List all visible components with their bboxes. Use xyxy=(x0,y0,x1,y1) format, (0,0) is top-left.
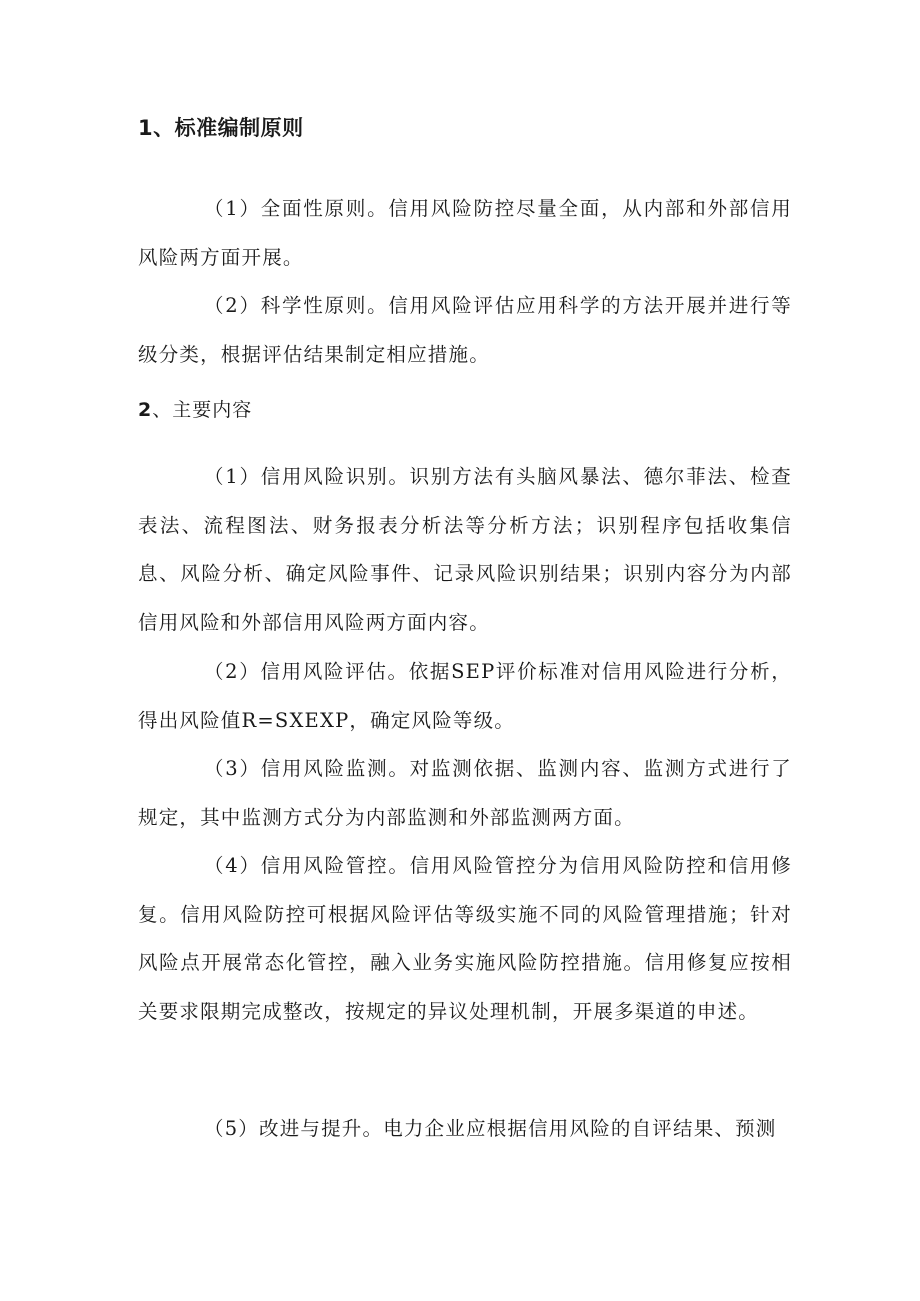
content-risk-monitoring-paragraph: （3）信用风险监测。对监测依据、监测内容、监测方式进行了规定，其中监测方式分为内部监测和外部监测两方面。 xyxy=(138,757,792,829)
section-2-heading-number: 2 xyxy=(138,399,153,421)
content-risk-control-paragraph: （4）信用风险管控。信用风险管控分为信用风险防控和信用修复。信用风险防控可根据风险评估等级实施不同的风险管理措施；针对风险点开展常态化管控，融入业务实施风险防控措施。信用修复应按相关要求限期完成整改，按规定的异议处理机制，开展多渠道的申述。 xyxy=(138,854,792,1023)
content-risk-assessment-paragraph: （2）信用风险评估。依据SEP评价标准对信用风险进行分析，得出风险值R=SXEXP，确定风险等级。 xyxy=(138,660,792,732)
principle-scientific-paragraph: （2）科学性原则。信用风险评估应用科学的方法开展并进行等级分类，根据评估结果制定相应措施。 xyxy=(138,294,792,366)
content-risk-identification-paragraph: （1）信用风险识别。识别方法有头脑风暴法、德尔菲法、检查表法、流程图法、财务报表分析法等分析方法；识别程序包括收集信息、风险分析、确定风险事件、记录风险识别结果；识别内容分为内部信用风险和外部信用风险两方面内容。 xyxy=(138,465,792,634)
section-2-heading-text: 、主要内容 xyxy=(152,399,253,421)
content-improvement-paragraph: （5）改进与提升。电力企业应根据信用风险的自评结果、预测 xyxy=(204,1117,777,1140)
section-2-heading xyxy=(138,395,792,425)
section-1-heading: 1、标准编制原则 xyxy=(138,116,304,140)
principle-comprehensive-paragraph: （1）全面性原则。信用风险防控尽量全面，从内部和外部信用风险两方面开展。 xyxy=(138,197,792,269)
